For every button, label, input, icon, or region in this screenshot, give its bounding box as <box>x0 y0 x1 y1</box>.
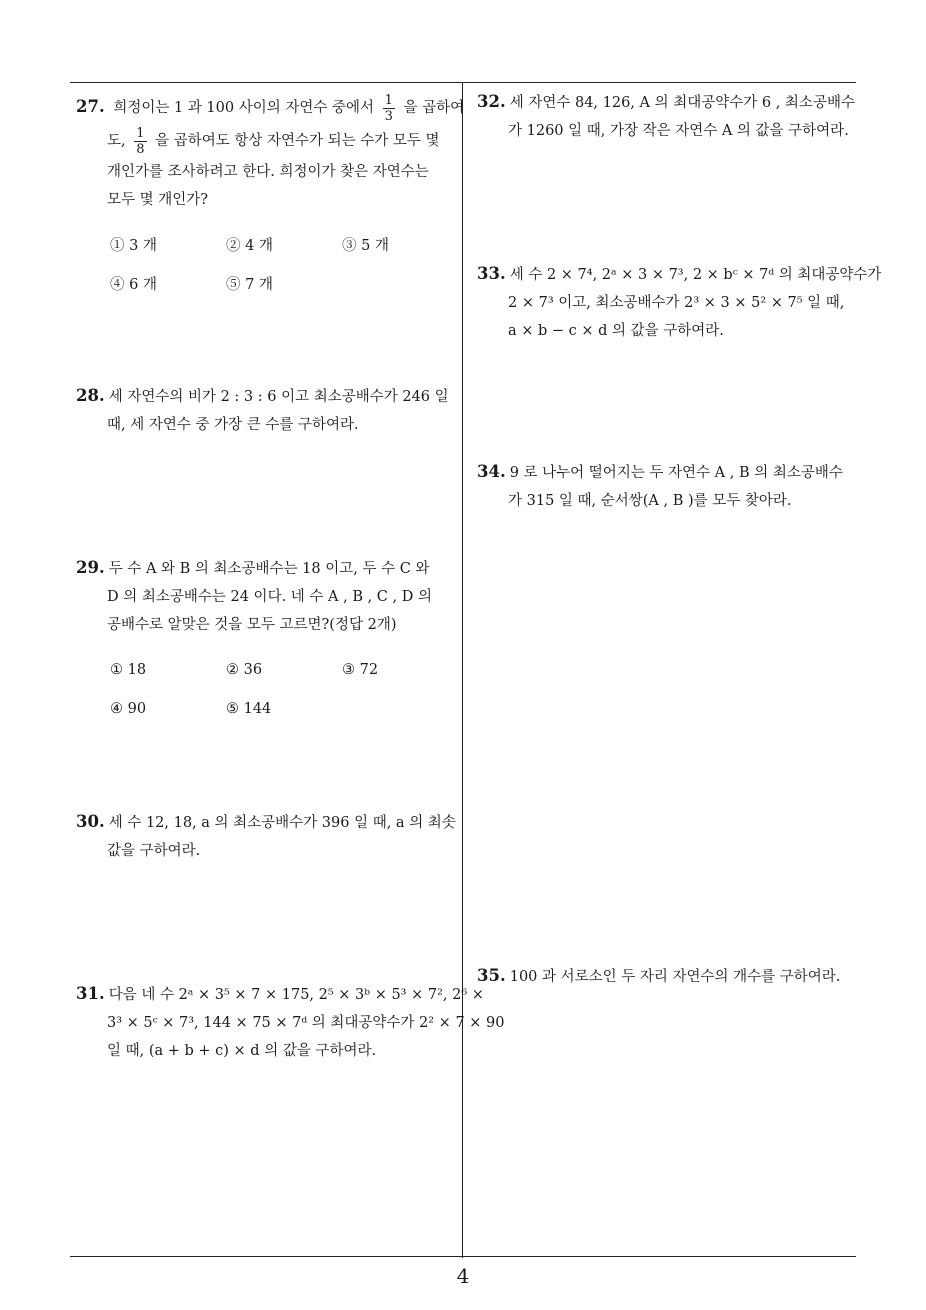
question-text: 2 × 7³ 이고, 최소공배수가 2³ × 3 × 5² × 7⁵ 일 때, <box>508 295 845 311</box>
question-35 <box>477 962 857 991</box>
choice-4[interactable]: ④ 90 <box>110 701 147 717</box>
question-29 <box>76 554 458 639</box>
question-text: 세 자연수 84, 126, A 의 최대공약수가 6 , 최소공배수 <box>509 95 855 111</box>
question-text: 값을 구하여라. <box>107 843 201 859</box>
top-rule <box>70 82 856 83</box>
choice-3[interactable]: ③ 72 <box>342 662 379 678</box>
question-text: 100 과 서로소인 두 자리 자연수의 개수를 구하여라. <box>509 969 841 985</box>
question-text: 가 315 일 때, 순서쌍(A , B )를 모두 찾아라. <box>508 493 792 509</box>
question-text: 3³ × 5ᶜ × 7³, 144 × 75 × 7ᵈ 의 최대공약수가 2² × 7 × 90 <box>107 1015 505 1031</box>
question-text: 을 곱하여 <box>403 100 465 116</box>
question-text: 모두 몇 개인가? <box>107 192 209 208</box>
fraction-one-third: $\frac{1}{3}$ <box>384 92 393 124</box>
question-33 <box>477 260 882 345</box>
choice-5[interactable]: ⑤ 7 개 <box>226 277 273 293</box>
question-text: D 의 최소공배수는 24 이다. 네 수 A , B , C , D 의 <box>107 589 432 605</box>
question-text: 을 곱하여도 항상 자연수가 되는 수가 모두 몇 <box>155 133 440 149</box>
question-text: 희정이는 1 과 100 사이의 자연수 중에서 <box>113 100 374 116</box>
question-number: 31. <box>76 984 105 1003</box>
question-text: 세 수 2 × 7⁴, 2ᵃ × 3 × 7³, 2 × bᶜ × 7ᵈ 의 최대공약수가 <box>509 267 882 283</box>
question-number: 27. <box>76 97 105 116</box>
question-number: 28. <box>76 386 105 405</box>
choice-4[interactable]: ④ 6 개 <box>110 277 157 293</box>
choice-1[interactable]: ① 18 <box>110 662 147 678</box>
question-text: 두 수 A 와 B 의 최소공배수는 18 이고, 두 수 C 와 <box>108 561 430 577</box>
question-30 <box>76 808 458 865</box>
question-text: 가 1260 일 때, 가장 작은 자연수 A 의 값을 구하여라. <box>508 123 849 139</box>
question-number: 32. <box>477 92 506 111</box>
question-number: 34. <box>477 462 506 481</box>
question-text: 공배수로 알맞은 것을 모두 고르면?(정답 2개) <box>107 617 397 633</box>
question-text: 세 자연수의 비가 2 : 3 : 6 이고 최소공배수가 246 일 <box>108 389 449 405</box>
question-31 <box>76 980 505 1065</box>
question-28 <box>76 382 458 439</box>
question-number: 33. <box>477 264 506 283</box>
choice-1[interactable]: ① 3 개 <box>110 238 157 254</box>
question-27 <box>76 90 465 214</box>
choice-3[interactable]: ③ 5 개 <box>342 238 389 254</box>
page-number: 4 <box>456 1264 470 1288</box>
question-text: a × b − c × d 의 값을 구하여라. <box>508 323 724 339</box>
column-divider <box>462 82 463 1258</box>
question-number: 29. <box>76 558 105 577</box>
question-34 <box>477 458 857 515</box>
question-text: 일 때, (a + b + c) × d 의 값을 구하여라. <box>107 1043 377 1059</box>
choice-5[interactable]: ⑤ 144 <box>226 701 272 717</box>
choice-2[interactable]: ② 4 개 <box>226 238 273 254</box>
question-text: 9 로 나누어 떨어지는 두 자연수 A , B 의 최소공배수 <box>509 465 843 481</box>
question-text: 다음 네 수 2ᵃ × 3⁵ × 7 × 175, 2⁵ × 3ᵇ × 5³ × 7², 2⁶ × <box>108 987 484 1003</box>
question-text: 세 수 12, 18, a 의 최소공배수가 396 일 때, a 의 최솟 <box>108 815 456 831</box>
question-32 <box>477 88 857 145</box>
choice-2[interactable]: ② 36 <box>226 662 263 678</box>
question-text: 도, <box>107 133 126 149</box>
question-text: 개인가를 조사하려고 한다. 희정이가 찾은 자연수는 <box>107 164 429 180</box>
question-number: 35. <box>477 966 506 985</box>
question-text: 때, 세 자연수 중 가장 큰 수를 구하여라. <box>107 417 359 433</box>
bottom-rule <box>70 1256 856 1257</box>
question-number: 30. <box>76 812 105 831</box>
fraction-one-eighth: $\frac{1}{8}$ <box>136 125 145 157</box>
